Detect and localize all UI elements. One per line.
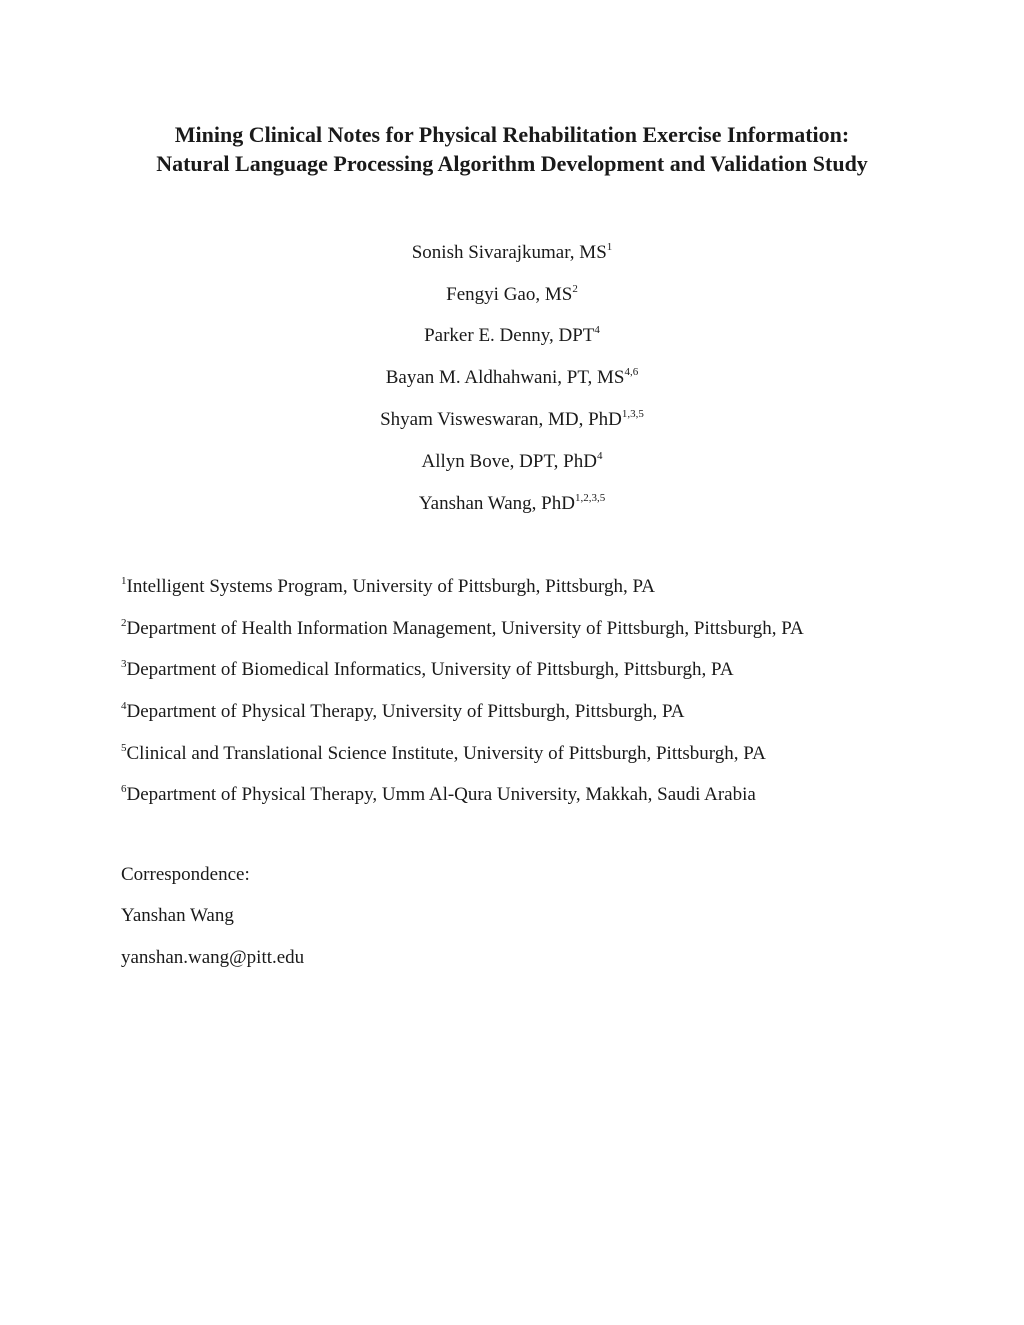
affiliation-text: Department of Physical Therapy, Umm Al-Qura University, Makkah, Saudi Arabia <box>126 784 756 805</box>
author-affiliation-sup: 4,6 <box>624 365 639 378</box>
affiliation-text: Department of Biomedical Informatics, University of Pittsburgh, Pittsburgh, PA <box>126 659 734 680</box>
affiliation-2 <box>121 616 804 642</box>
affiliation-sup: 4 <box>121 699 127 712</box>
affiliation-6 <box>121 782 756 808</box>
author-affiliation-sup: 1,3,5 <box>621 407 644 420</box>
author-name: Sonish Sivarajkumar, MS <box>411 242 607 263</box>
author-1 <box>0 240 1024 266</box>
author-4 <box>0 365 1024 391</box>
author-affiliation-sup: 4 <box>596 449 603 462</box>
author-affiliation-sup: 4 <box>594 323 600 336</box>
correspondence-email[interactable]: yanshan.wang@pitt.edu <box>121 947 305 968</box>
affiliation-sup: 3 <box>121 657 127 670</box>
affiliation-3 <box>121 657 734 683</box>
correspondence-label: Correspondence: <box>121 864 250 885</box>
author-name: Shyam Visweswaran, MD, PhD <box>380 409 622 430</box>
affiliation-4 <box>121 699 685 725</box>
author-affiliation-sup: 1,2,3,5 <box>574 491 606 504</box>
affiliation-text: Department of Physical Therapy, University of Pittsburgh, Pittsburgh, PA <box>126 701 685 722</box>
author-3 <box>0 323 1024 349</box>
affiliation-1 <box>121 574 655 600</box>
affiliation-sup: 5 <box>121 741 127 754</box>
author-affiliation-sup: 2 <box>572 282 578 295</box>
author-affiliation-sup: 1 <box>606 240 613 253</box>
affiliation-5 <box>121 741 766 767</box>
affiliation-text: Clinical and Translational Science Institute, University of Pittsburgh, Pittsburgh, PA <box>126 743 766 764</box>
author-5 <box>0 407 1024 433</box>
affiliation-sup: 1 <box>121 574 127 587</box>
author-name: Allyn Bove, DPT, PhD <box>421 451 597 472</box>
author-name: Yanshan Wang, PhD <box>418 493 575 514</box>
affiliation-text: Department of Health Information Management, University of Pittsburgh, Pittsburgh, PA <box>126 618 804 639</box>
paper-title-line-1: Mining Clinical Notes for Physical Rehabilitation Exercise Information: <box>174 122 850 147</box>
paper-title-line-2: Natural Language Processing Algorithm Development and Validation Study <box>156 151 868 176</box>
author-name: Bayan M. Aldhahwani, PT, MS <box>385 367 625 388</box>
affiliation-text: Intelligent Systems Program, University of Pittsburgh, Pittsburgh, PA <box>126 576 656 597</box>
author-7 <box>0 491 1024 517</box>
author-name: Fengyi Gao, MS <box>446 284 573 305</box>
author-name: Parker E. Denny, DPT <box>424 325 595 346</box>
correspondence-name: Yanshan Wang <box>121 905 234 926</box>
author-2 <box>0 282 1024 308</box>
author-6 <box>0 449 1024 475</box>
affiliation-sup: 6 <box>121 782 127 795</box>
affiliation-sup: 2 <box>121 616 127 629</box>
